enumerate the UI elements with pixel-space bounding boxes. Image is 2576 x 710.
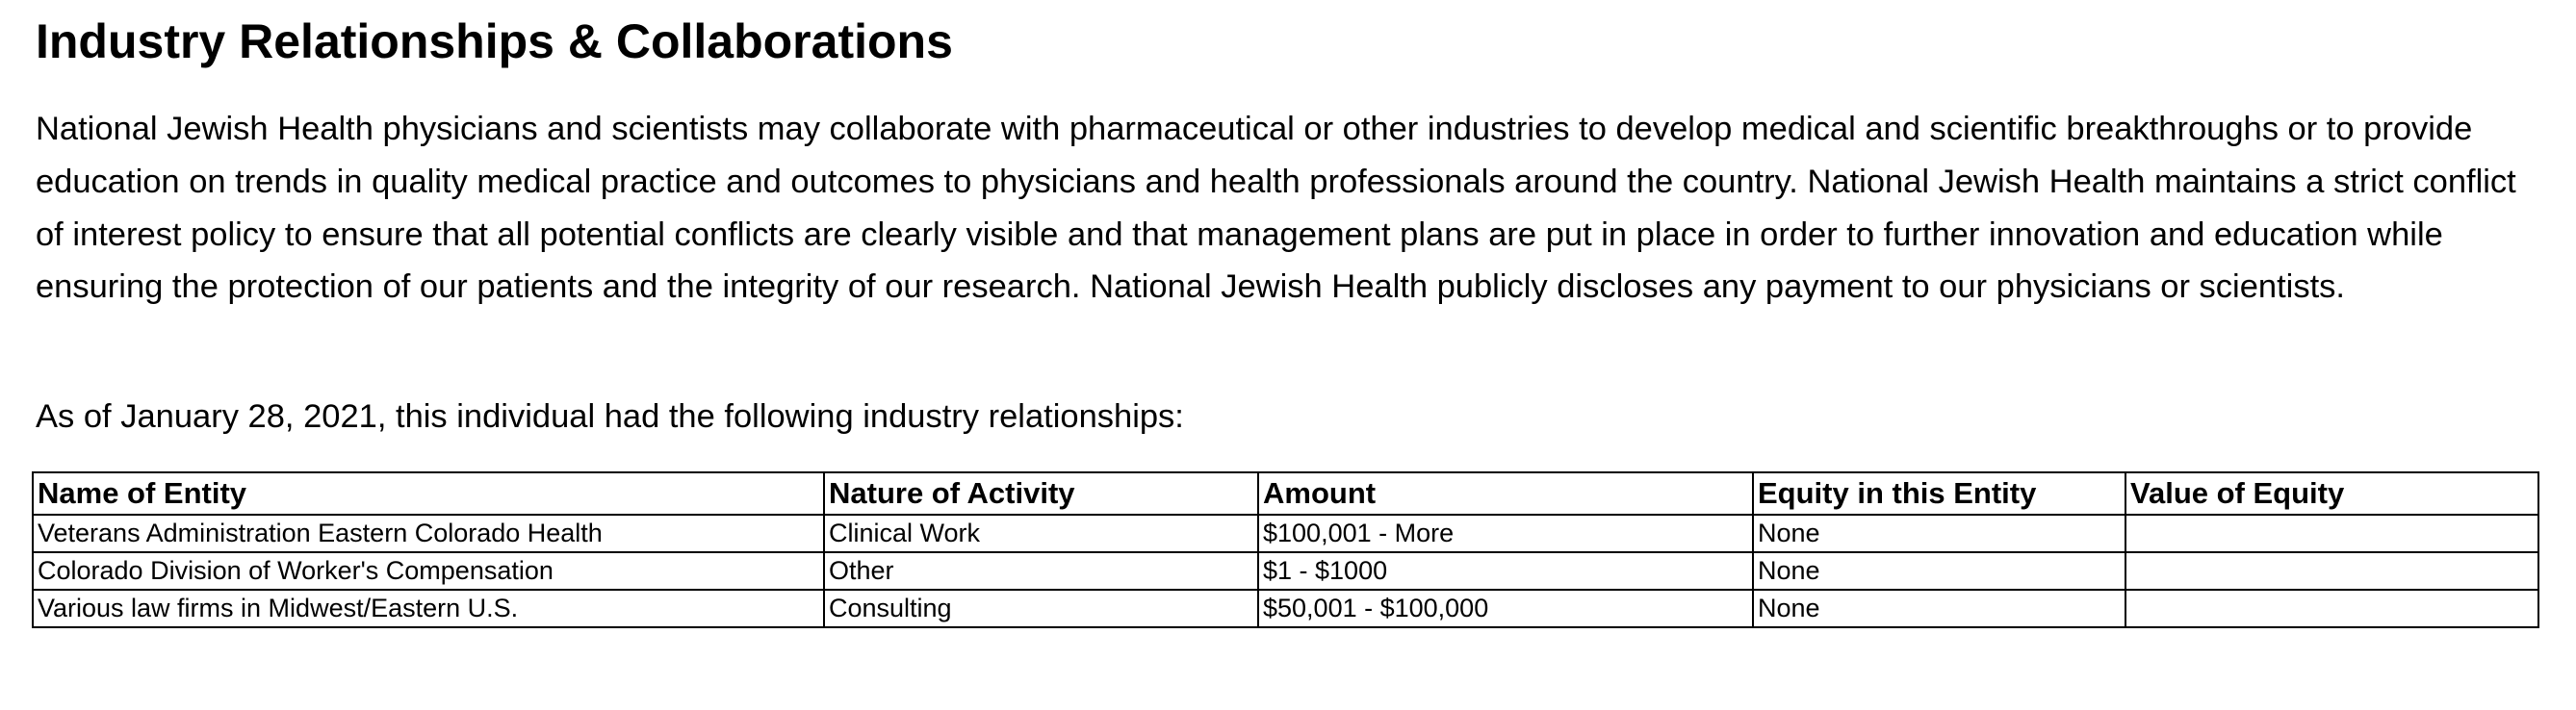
entity-name-cell: Colorado Division of Worker's Compensation <box>33 552 824 590</box>
amount-cell: $50,001 - $100,000 <box>1258 590 1753 627</box>
table-row <box>33 590 2538 627</box>
page-title: Industry Relationships & Collaborations <box>36 14 953 68</box>
equity-value-cell <box>2125 552 2538 590</box>
column-header-name-of-entity: Name of Entity <box>33 472 824 515</box>
as-of-statement: As of January 28, 2021, this individual had the following industry relationships: <box>36 398 1184 435</box>
activity-cell: Clinical Work <box>824 515 1258 552</box>
activity-cell: Other <box>824 552 1258 590</box>
column-header-equity: Equity in this Entity <box>1753 472 2125 515</box>
equity-cell: None <box>1753 515 2125 552</box>
equity-value-cell <box>2125 590 2538 627</box>
table-header-row <box>33 472 2538 515</box>
column-header-amount: Amount <box>1258 472 1753 515</box>
entity-name-cell: Veterans Administration Eastern Colorado Health <box>33 515 824 552</box>
column-header-nature-of-activity: Nature of Activity <box>824 472 1258 515</box>
equity-cell: None <box>1753 552 2125 590</box>
industry-relationships-table <box>32 471 2539 628</box>
column-header-value-of-equity: Value of Equity <box>2125 472 2538 515</box>
equity-value-cell <box>2125 515 2538 552</box>
table-row <box>33 515 2538 552</box>
amount-cell: $1 - $1000 <box>1258 552 1753 590</box>
intro-paragraph: National Jewish Health physicians and scientists may collaborate with pharmaceutical or other industries to develop medical and scientific breakthroughs or to provide education on trends in quality medical practice and outcomes to physicians and health professionals around the country. National Jewish Health maintains a strict conflict of interest policy to ensure that all potential conflicts are clearly visible and that management plans are put in place in order to further innovation and education while ensuring the protection of our patients and the integrity of our research. National Jewish Health publicly discloses any payment to our physicians or scientists. <box>36 111 2516 306</box>
amount-cell: $100,001 - More <box>1258 515 1753 552</box>
entity-name-cell: Various law firms in Midwest/Eastern U.S. <box>33 590 824 627</box>
equity-cell: None <box>1753 590 2125 627</box>
table-row <box>33 552 2538 590</box>
activity-cell: Consulting <box>824 590 1258 627</box>
